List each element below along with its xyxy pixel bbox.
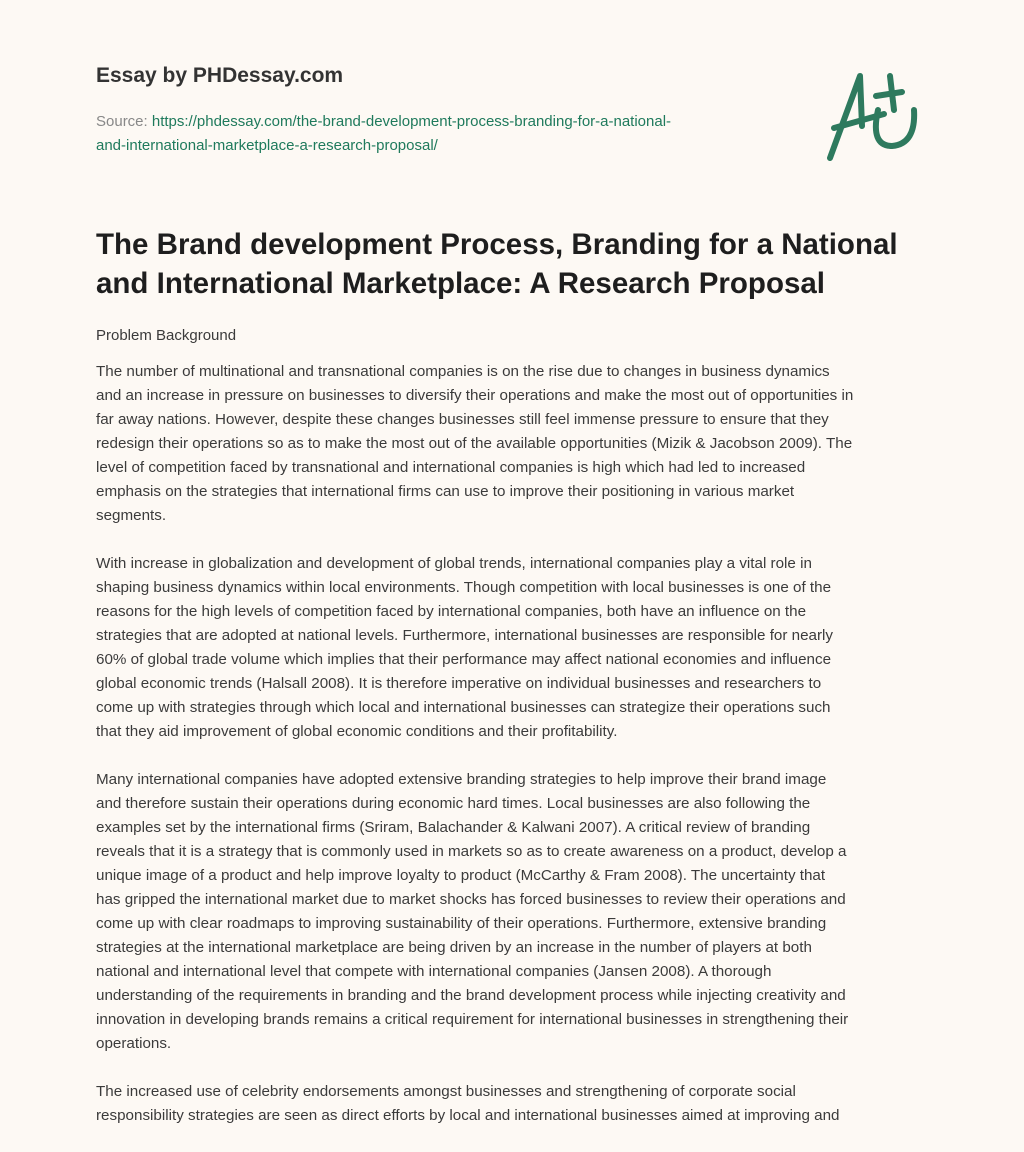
paragraph-line: operations. xyxy=(96,1035,172,1052)
paragraph-line: redesign their operations so as to make the most out of the available opportunities (Mizik & Jacobson 2009). The xyxy=(96,435,853,452)
paragraph-line: examples set by the international firms (Sriram, Balachander & Kalwani 2007). A critical review of branding xyxy=(96,819,811,836)
site-title: Essay by PHDessay.com xyxy=(96,64,344,87)
paragraph-line: With increase in globalization and development of global trends, international companies play a vital role in xyxy=(96,555,812,572)
a-plus-logo xyxy=(820,66,930,166)
paragraph-line: segments. xyxy=(96,507,167,524)
paragraph-line: and therefore sustain their operations during economic hard times. Local businesses are also following the xyxy=(96,795,811,812)
paragraph-line: strategies that are adopted at national levels. Furthermore, international businesses are responsible for nearly xyxy=(96,627,834,644)
paragraph-line: level of competition faced by transnational and international companies is high which had led to increased xyxy=(96,459,806,476)
source xyxy=(96,110,671,158)
paragraph xyxy=(96,360,936,528)
section-heading: Problem Background xyxy=(96,327,237,344)
paragraph-line: reasons for the high levels of competition faced by international companies, both have an influence on the xyxy=(96,603,807,620)
paragraph-line: reveals that it is a strategy that is commonly used in markets so as to create awareness on a product, develop a xyxy=(96,843,847,860)
paragraph-line: understanding of the requirements in branding and the brand development process while injecting creativity and xyxy=(96,987,846,1004)
title-line: The Brand development Process, Branding for a National xyxy=(96,228,898,261)
paragraph xyxy=(96,768,936,1056)
article-title xyxy=(96,225,898,303)
paragraph-line: innovation in developing brands remains a critical requirement for international businesses in strengthening their xyxy=(96,1011,849,1028)
article-body xyxy=(96,360,936,1152)
source-link[interactable] xyxy=(96,113,671,154)
paragraph-line: The number of multinational and transnational companies is on the rise due to changes in business dynamics xyxy=(96,363,830,380)
title-line: and International Marketplace: A Research Proposal xyxy=(96,267,825,300)
paragraph-line: global economic trends (Halsall 2008). It is therefore imperative on individual businesses and researchers to xyxy=(96,675,822,692)
paragraph-line: come up with strategies through which local and international businesses can strategize their operations such xyxy=(96,699,831,716)
source-label: Source: xyxy=(96,113,148,130)
paragraph xyxy=(96,1080,936,1128)
paragraph-line: responsibility strategies are seen as direct efforts by local and international businesses aimed at improving and xyxy=(96,1107,840,1124)
paragraph-line: shaping business dynamics within local environments. Though competition with local businesses is one of the xyxy=(96,579,832,596)
paragraph-line: emphasis on the strategies that international firms can use to improve their positioning in various market xyxy=(96,483,795,500)
source-link-line[interactable]: and-international-marketplace-a-research-proposal/ xyxy=(96,137,438,154)
paragraph-line: Many international companies have adopted extensive branding strategies to help improve their brand image xyxy=(96,771,827,788)
paragraph-line: strategies at the international marketplace are being driven by an increase in the number of players at both xyxy=(96,939,812,956)
paragraph xyxy=(96,552,936,744)
paragraph-line: 60% of global trade volume which implies that their performance may affect national economies and influence xyxy=(96,651,832,668)
paragraph-line: and an increase in pressure on businesses to diversify their operations and make the most out of opportunities in xyxy=(96,387,854,404)
paragraph-line: has gripped the international market due to market shocks has forced businesses to review their operations and xyxy=(96,891,846,908)
paragraph-line: unique image of a product and help improve loyalty to product (McCarthy & Fram 2008). The uncertainty that xyxy=(96,867,826,884)
paragraph-line: The increased use of celebrity endorsements amongst businesses and strengthening of corporate social xyxy=(96,1083,796,1100)
paragraph-line: national and international level that compete with international companies (Jansen 2008). A thorough xyxy=(96,963,772,980)
paragraph-line: that they aid improvement of global economic conditions and their profitability. xyxy=(96,723,618,740)
paragraph-line: far away nations. However, despite these changes businesses still feel immense pressure to ensure that they xyxy=(96,411,829,428)
source-link-line[interactable]: https://phdessay.com/the-brand-development-process-branding-for-a-national- xyxy=(151,113,672,130)
paragraph-line: come up with clear roadmaps to improving sustainability of their operations. Furthermore, extensive branding xyxy=(96,915,827,932)
